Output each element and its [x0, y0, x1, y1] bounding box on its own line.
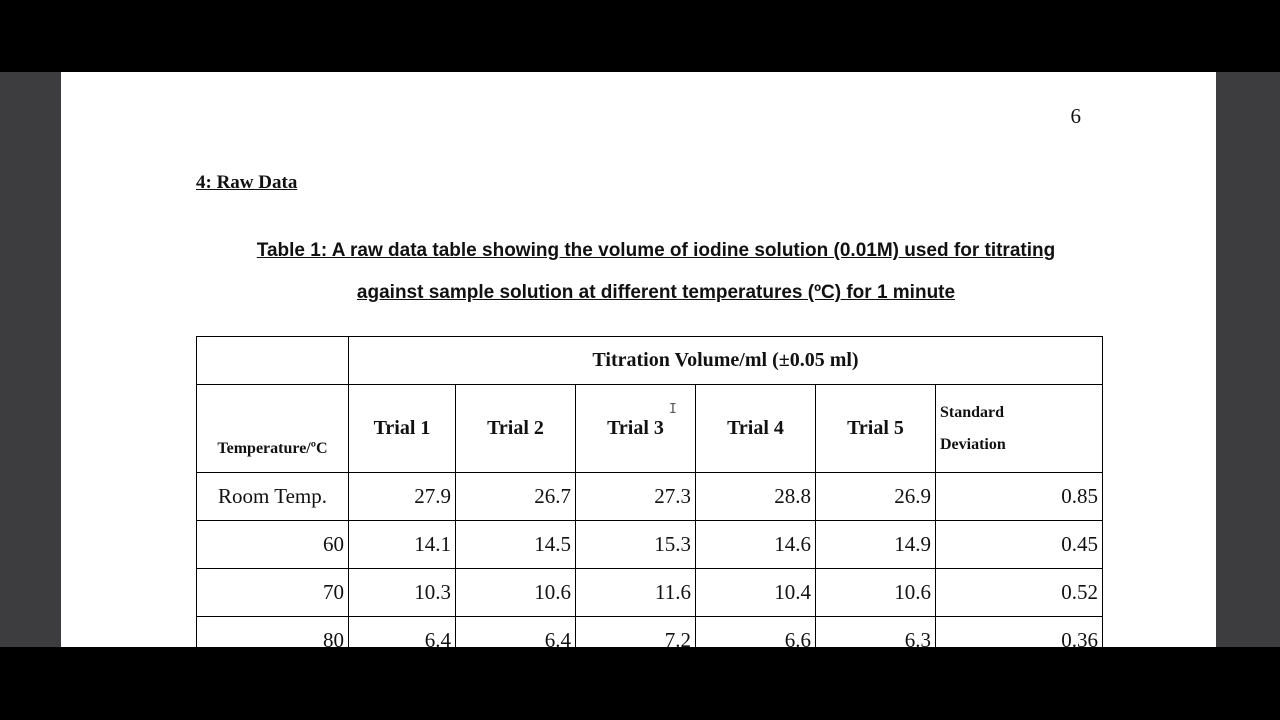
raw-data-table [196, 336, 1103, 647]
trial-3-cell: 15.3 [576, 521, 696, 569]
temperature-cell: 60 [197, 521, 349, 569]
trial-1-cell: 6.4 [349, 617, 456, 648]
standard-deviation-cell: 0.36 [936, 617, 1103, 648]
bottom-letterbox-bar [0, 647, 1280, 720]
table-row [197, 569, 1103, 617]
temperature-header: Temperature/ºC [197, 385, 349, 473]
trial-3-cell: 11.6 [576, 569, 696, 617]
trial-4-cell: 28.8 [696, 473, 816, 521]
temperature-cell: 70 [197, 569, 349, 617]
trial-5-cell: 14.9 [816, 521, 936, 569]
trial-3-header: Trial 3 [576, 385, 696, 473]
document-page[interactable] [61, 72, 1216, 647]
trial-1-cell: 14.1 [349, 521, 456, 569]
standard-deviation-cell: 0.52 [936, 569, 1103, 617]
page-number: 6 [1070, 104, 1081, 128]
standard-deviation-cell: 0.85 [936, 473, 1103, 521]
trial-5-cell: 26.9 [816, 473, 936, 521]
sd-header-line-2: Deviation [940, 435, 1006, 453]
table-row [197, 521, 1103, 569]
titration-volume-header: Titration Volume/ml (±0.05 ml) [349, 337, 1103, 385]
section-heading: 4: Raw Data [196, 172, 298, 193]
trial-1-header: Trial 1 [349, 385, 456, 473]
standard-deviation-header [936, 385, 1103, 473]
temperature-cell: Room Temp. [197, 473, 349, 521]
trial-2-header: Trial 2 [456, 385, 576, 473]
trial-2-cell: 10.6 [456, 569, 576, 617]
table-row [197, 473, 1103, 521]
trial-2-cell: 6.4 [456, 617, 576, 648]
sd-header-line-1: Standard [940, 403, 1005, 421]
trial-2-cell: 26.7 [456, 473, 576, 521]
table-row [197, 617, 1103, 648]
caption-line-2: against sample solution at different temperatures (ºC) for 1 minute [356, 282, 956, 303]
trial-5-header: Trial 5 [816, 385, 936, 473]
trial-2-cell: 14.5 [456, 521, 576, 569]
trial-4-cell: 14.6 [696, 521, 816, 569]
table-caption [196, 230, 1116, 314]
trial-5-cell: 10.6 [816, 569, 936, 617]
trial-4-cell: 6.6 [696, 617, 816, 648]
trial-3-cell: 7.2 [576, 617, 696, 648]
trial-3-cell: 27.3 [576, 473, 696, 521]
empty-header-cell [197, 337, 349, 385]
trial-4-header: Trial 4 [696, 385, 816, 473]
trial-1-cell: 27.9 [349, 473, 456, 521]
temperature-cell: 80 [197, 617, 349, 648]
caption-line-1: Table 1: A raw data table showing the volume of iodine solution (0.01M) used for titrating [256, 240, 1056, 261]
standard-deviation-cell: 0.45 [936, 521, 1103, 569]
trial-5-cell: 6.3 [816, 617, 936, 648]
text-cursor-icon: I [669, 402, 677, 417]
trial-4-cell: 10.4 [696, 569, 816, 617]
trial-1-cell: 10.3 [349, 569, 456, 617]
